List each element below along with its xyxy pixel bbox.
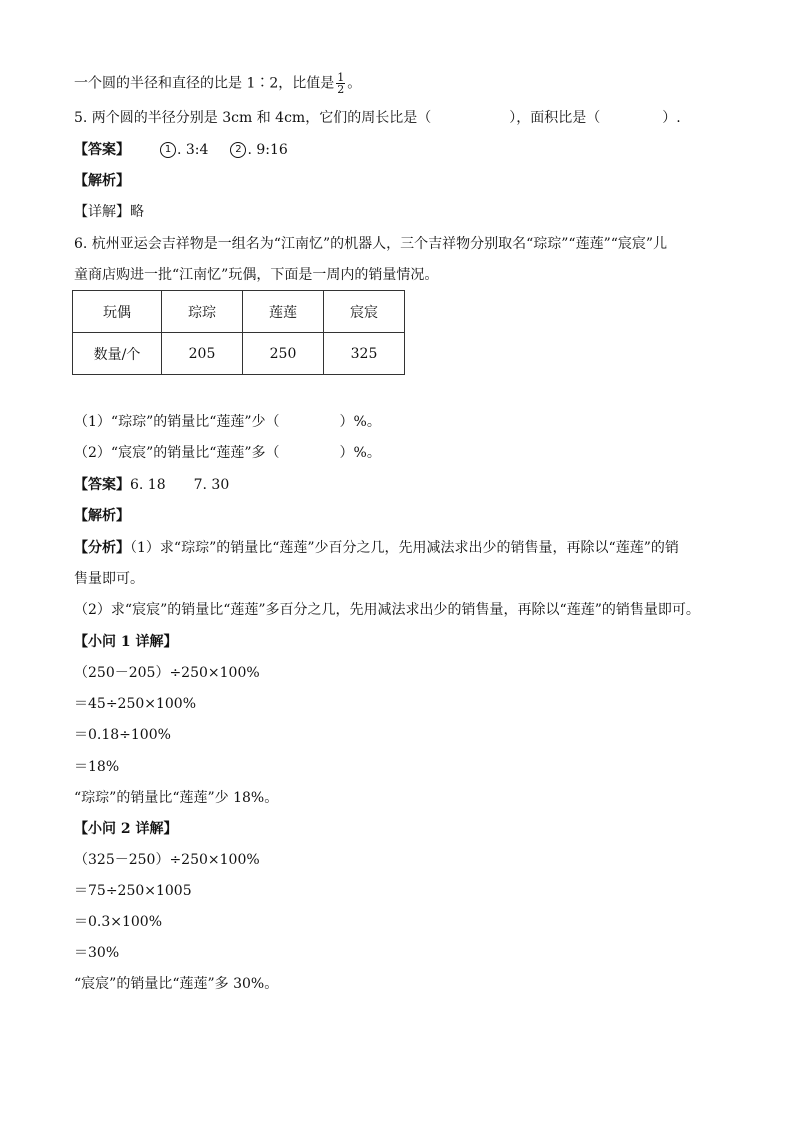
table-cell: 205 [162, 333, 243, 375]
q6-part1-step: （250－205）÷250×100% [74, 665, 260, 681]
analysis-label: 【分析】 [74, 540, 130, 556]
table-row [73, 333, 405, 375]
q6-sub-question-1 [74, 412, 381, 432]
fraction-numerator: 1 [337, 71, 345, 84]
q6-sub1-tail: ）%。 [339, 414, 381, 430]
q6-sub1-text: （1）“琮琮”的销量比“莲莲”少（ [74, 414, 280, 430]
q4-text: 一个圆的半径和直径的比是 1∶2，比值是 [74, 75, 335, 92]
q5-answer [74, 140, 288, 160]
table-cell: 莲莲 [243, 291, 324, 333]
q5-question-part-c: ）. [662, 110, 681, 126]
q6-question-line-1: 6. 杭州亚运会吉祥物是一组名为“江南忆”的机器人，三个吉祥物分别取名“琮琮”“莲莲”“宸宸”儿 [74, 236, 668, 252]
table-cell: 325 [324, 333, 405, 375]
q5-answer-1: . 3:4 [177, 142, 209, 158]
table-cell: 数量/个 [73, 333, 162, 375]
q6-part2-step: （325－250）÷250×100% [74, 852, 260, 868]
q6-analysis-line-3: （2）求“宸宸”的销量比“莲莲”多百分之几，先用减法求出少的销售量，再除以“莲莲”的销售量即可。 [74, 602, 700, 618]
q5-question [74, 108, 681, 128]
q6-sub2-text: （2）“宸宸”的销量比“莲莲”多（ [74, 445, 280, 461]
q6-analysis-line-2: 售量即可。 [74, 571, 144, 587]
q6-part2-step: ＝0.3×100% [74, 914, 163, 930]
q6-question-line-2: 童商店购进一批“江南忆”玩偶，下面是一周内的销量情况。 [74, 267, 439, 283]
q5-question-part-b: ），面积比是（ [509, 110, 601, 126]
circled-number-2: 2 [230, 142, 246, 158]
q6-answer-text: 6. 18 7. 30 [130, 477, 230, 493]
q6-analysis-line-1 [74, 538, 679, 558]
q6-sub-question-2 [74, 443, 381, 463]
q6-analysis-text-1: （1）求“琮琮”的销量比“莲莲”少百分之几，先用减法求出少的销售量，再除以“莲莲”的销 [130, 540, 679, 556]
q6-part2-conclusion: “宸宸”的销量比“莲莲”多 30%。 [74, 976, 279, 992]
q6-part2-label: 【小问 2 详解】 [74, 821, 178, 837]
q6-part1-step: ＝18% [74, 759, 120, 775]
q5-detail: 【详解】略 [74, 204, 144, 220]
sales-table [72, 290, 405, 375]
q5-question-part-a: 5. 两个圆的半径分别是 3cm 和 4cm，它们的周长比是（ [74, 110, 432, 126]
fraction-denominator: 2 [337, 83, 345, 96]
q6-part1-label: 【小问 1 详解】 [74, 634, 178, 650]
q6-part2-step: ＝30% [74, 945, 120, 961]
fraction-one-half [336, 72, 345, 95]
table-cell: 宸宸 [324, 291, 405, 333]
q5-answer-2: . 9:16 [247, 142, 288, 158]
q6-part1-step: ＝45÷250×100% [74, 696, 197, 712]
q4-period: 。 [347, 75, 362, 92]
table-cell: 250 [243, 333, 324, 375]
circled-number-1: 1 [160, 142, 176, 158]
q5-analysis-label: 【解析】 [74, 173, 130, 189]
q6-sub2-tail: ）%。 [339, 445, 381, 461]
answer-label: 【答案】 [74, 142, 130, 158]
q6-part1-step: ＝0.18÷100% [74, 727, 171, 743]
q6-answer [74, 475, 229, 495]
q6-part1-conclusion: “琮琮”的销量比“莲莲”少 18%。 [74, 790, 279, 806]
table-cell: 玩偶 [73, 291, 162, 333]
answer-label: 【答案】 [74, 477, 130, 493]
q6-analysis-label: 【解析】 [74, 508, 130, 524]
table-cell: 琮琮 [162, 291, 243, 333]
q6-part2-step: ＝75÷250×1005 [74, 883, 192, 899]
table-header-row [73, 291, 405, 333]
q4-answer-line [74, 72, 361, 95]
